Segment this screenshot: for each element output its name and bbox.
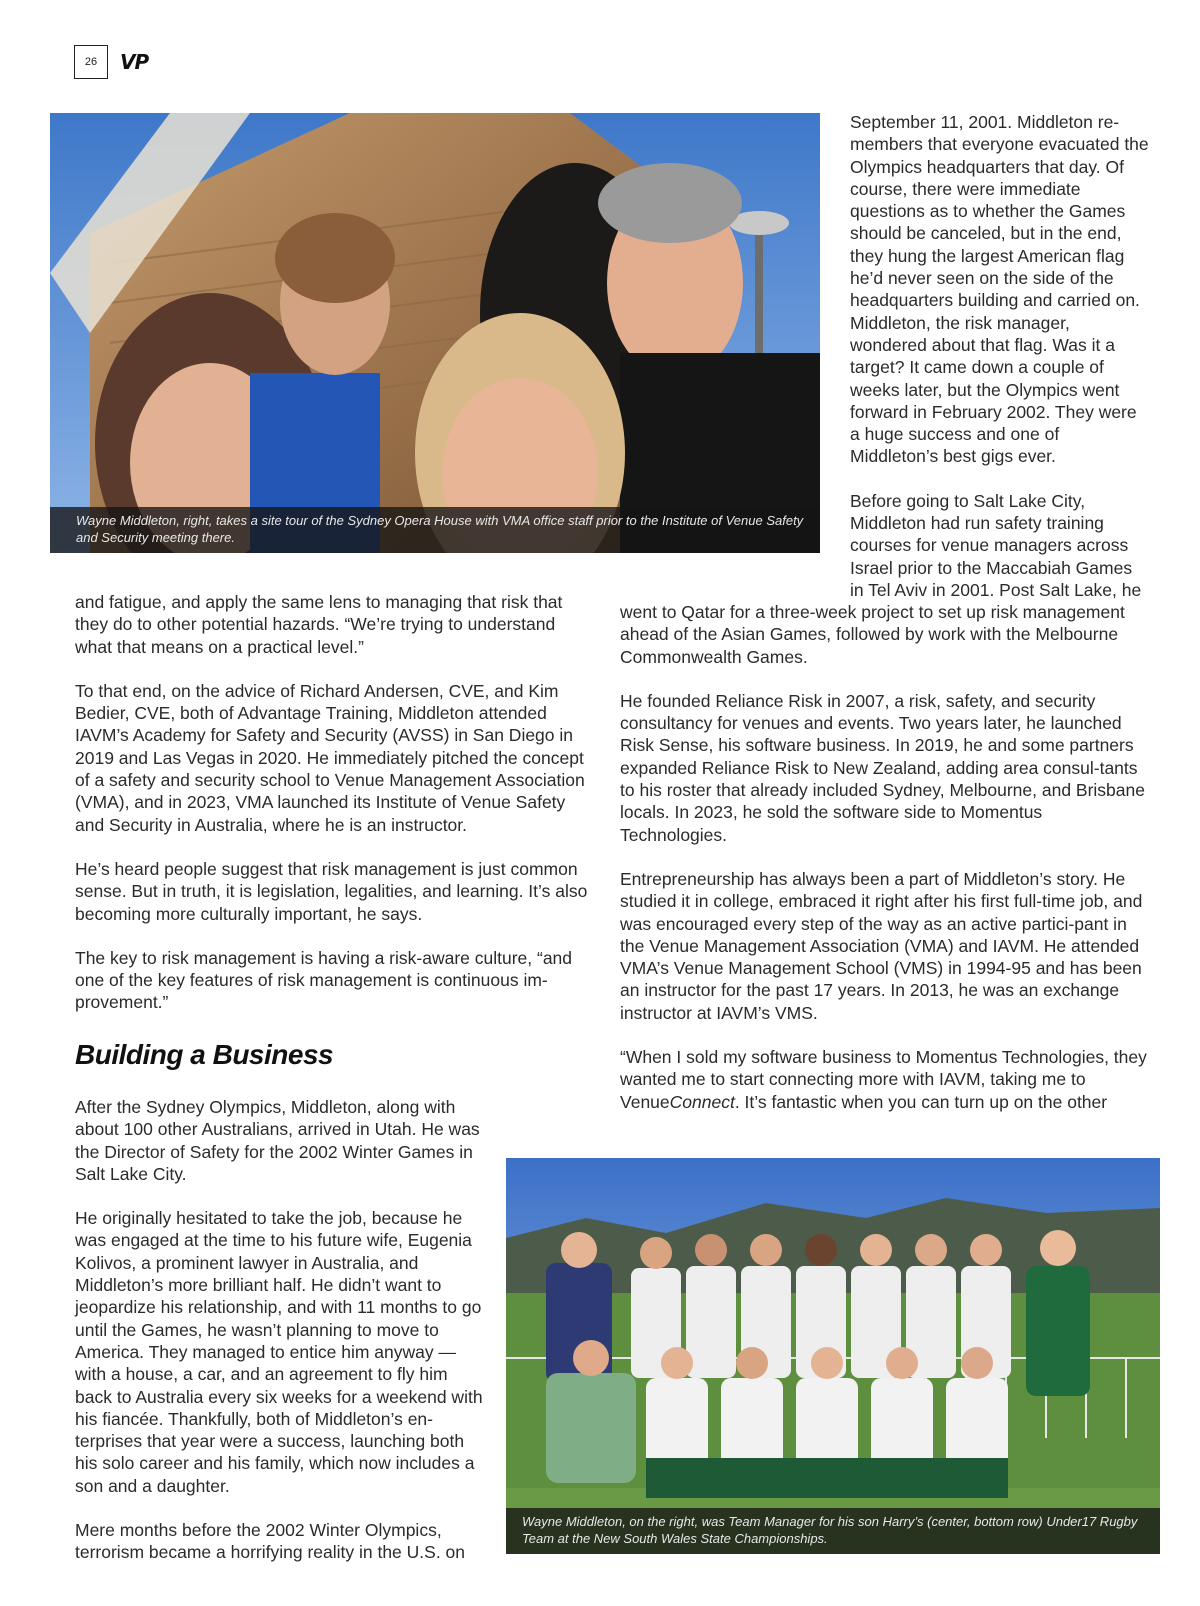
paragraph: He founded Reliance Risk in 2007, a risk, safety, and security consultancy for venues and events. Two years later, he launched Risk Sense, his software business. In 2019, he and some partners expanded Reliance Risk to New Zealand, adding area consul-tants to his roster that already included Sydney, Melbourne, and Brisbane locals. In 2023, he sold the software side to Momentus Technologies. [620,690,1145,845]
paragraph: Mere months before the 2002 Winter Olympics, terrorism became a horrifying reality in the U.S. on [75,1520,466,1563]
article-column-top-right [850,111,1150,601]
rugby-team-photo [506,1158,1160,1554]
photo-caption: Wayne Middleton, right, takes a site tour of the Sydney Opera House with VMA office staff prior to the Institute of Venue Safety and Security meeting there. [50,507,820,553]
rugby-team-image [506,1158,1160,1554]
text-run: “When I sold my software business to Momentus Technologies, they wanted me to start connecting more with IAVM, taking me to Venue [620,1047,1147,1112]
article-column-left-lower [75,1096,485,1564]
paragraph: He’s heard people suggest that risk management is just common sense. But in truth, it is legislation, legalities, and learning. It’s also becoming more culturally important, he says. [75,858,588,924]
article-column-right [620,601,1150,1113]
article-column-left [75,591,595,1070]
magazine-logo: VP [120,50,149,74]
paragraph: He originally hesitated to take the job, because he was engaged at the time to his future wife, Eugenia Kolivos, a prominent lawyer in Australia, and Middleton’s more brilliant half. He didn’t want to jeopardize his relationship, and with 11 months to go until the Games, he wasn’t planning to move to America. They managed to entice him anyway — with a house, a car, and an agreement to fly him back to Australia every six weeks for a weekend with his fiancée. Thankfully, both of Middleton’s en-terprises that year were a success, launching both his solo career and his family, which now includes a son and a daughter. [75,1208,483,1496]
paragraph [620,1046,1150,1113]
paragraph: After the Sydney Olympics, Middleton, along with about 100 other Australians, arrived in Utah. He was the Director of Safety for the 2002 Winter Games in Salt Lake City. [75,1097,480,1184]
paragraph: went to Qatar for a three-week project to set up risk management ahead of the Asian Games, followed by work with the Melbourne Commonwealth Games. [620,602,1125,667]
paragraph: The key to risk management is having a risk-aware culture, “and one of the key features of risk management is continuous im-provement.” [75,947,573,1013]
text-run: . It’s fantastic when you can turn up on the other [734,1091,1108,1112]
italic-text: Connect [669,1091,735,1112]
paragraph: and fatigue, and apply the same lens to managing that risk that they do to other potential hazards. “We’re trying to understand what that means on a practical level.” [75,592,563,657]
paragraph: Entrepreneurship has always been a part of Middleton’s story. He studied it in college, embraced it right after his first full-time job, and was encouraged every step of the way as an active partici-pant in the Venue Management Association (VMA) and IAVM. He attended VMA’s Venue Management School (VMS) in 1994-95 and has been an instructor for the past 17 years. In 2013, he was an exchange instructor at IAVM’s VMS. [620,868,1143,1023]
page-header [74,44,148,80]
section-heading: Building a Business [75,1038,334,1070]
paragraph: September 11, 2001. Middleton re-members that everyone evacuated the Olympics headquarters that day. Of course, there were immediate questions as to whether the Games should be canceled, but in the end, they hung the largest American flag he’d never seen on the side of the headquarters building and carried on. Middleton, the risk manager, wondered about that flag. Was it a target? It came down a couple of weeks later, but the Olympics went forward in February 2002. They were a huge success and one of Middleton’s best gigs ever. [850,112,1149,467]
paragraph: To that end, on the advice of Richard Andersen, CVE, and Kim Bedier, CVE, both of Advantage Training, Middleton attended IAVM’s Academy for Safety and Security (AVSS) in San Diego in 2019 and Las Vegas in 2020. He immediately pitched the concept of a safety and security school to Venue Management Association (VMA), and in 2023, VMA launched its Institute of Venue Safety and Security in Australia, where he is an instructor. [75,680,585,835]
opera-house-photo [50,113,820,553]
photo-caption: Wayne Middleton, on the right, was Team Manager for his son Harry’s (center, bottom row) Under17 Rugby Team at the New South Wales State Championships. [506,1508,1160,1554]
page-number: 26 [74,45,108,79]
opera-house-image [50,113,820,553]
paragraph: Before going to Salt Lake City, Middleton had run safety training courses for venue managers across Israel prior to the Maccabiah Games in Tel Aviv in 2001. Post Salt Lake, he [850,490,1142,600]
